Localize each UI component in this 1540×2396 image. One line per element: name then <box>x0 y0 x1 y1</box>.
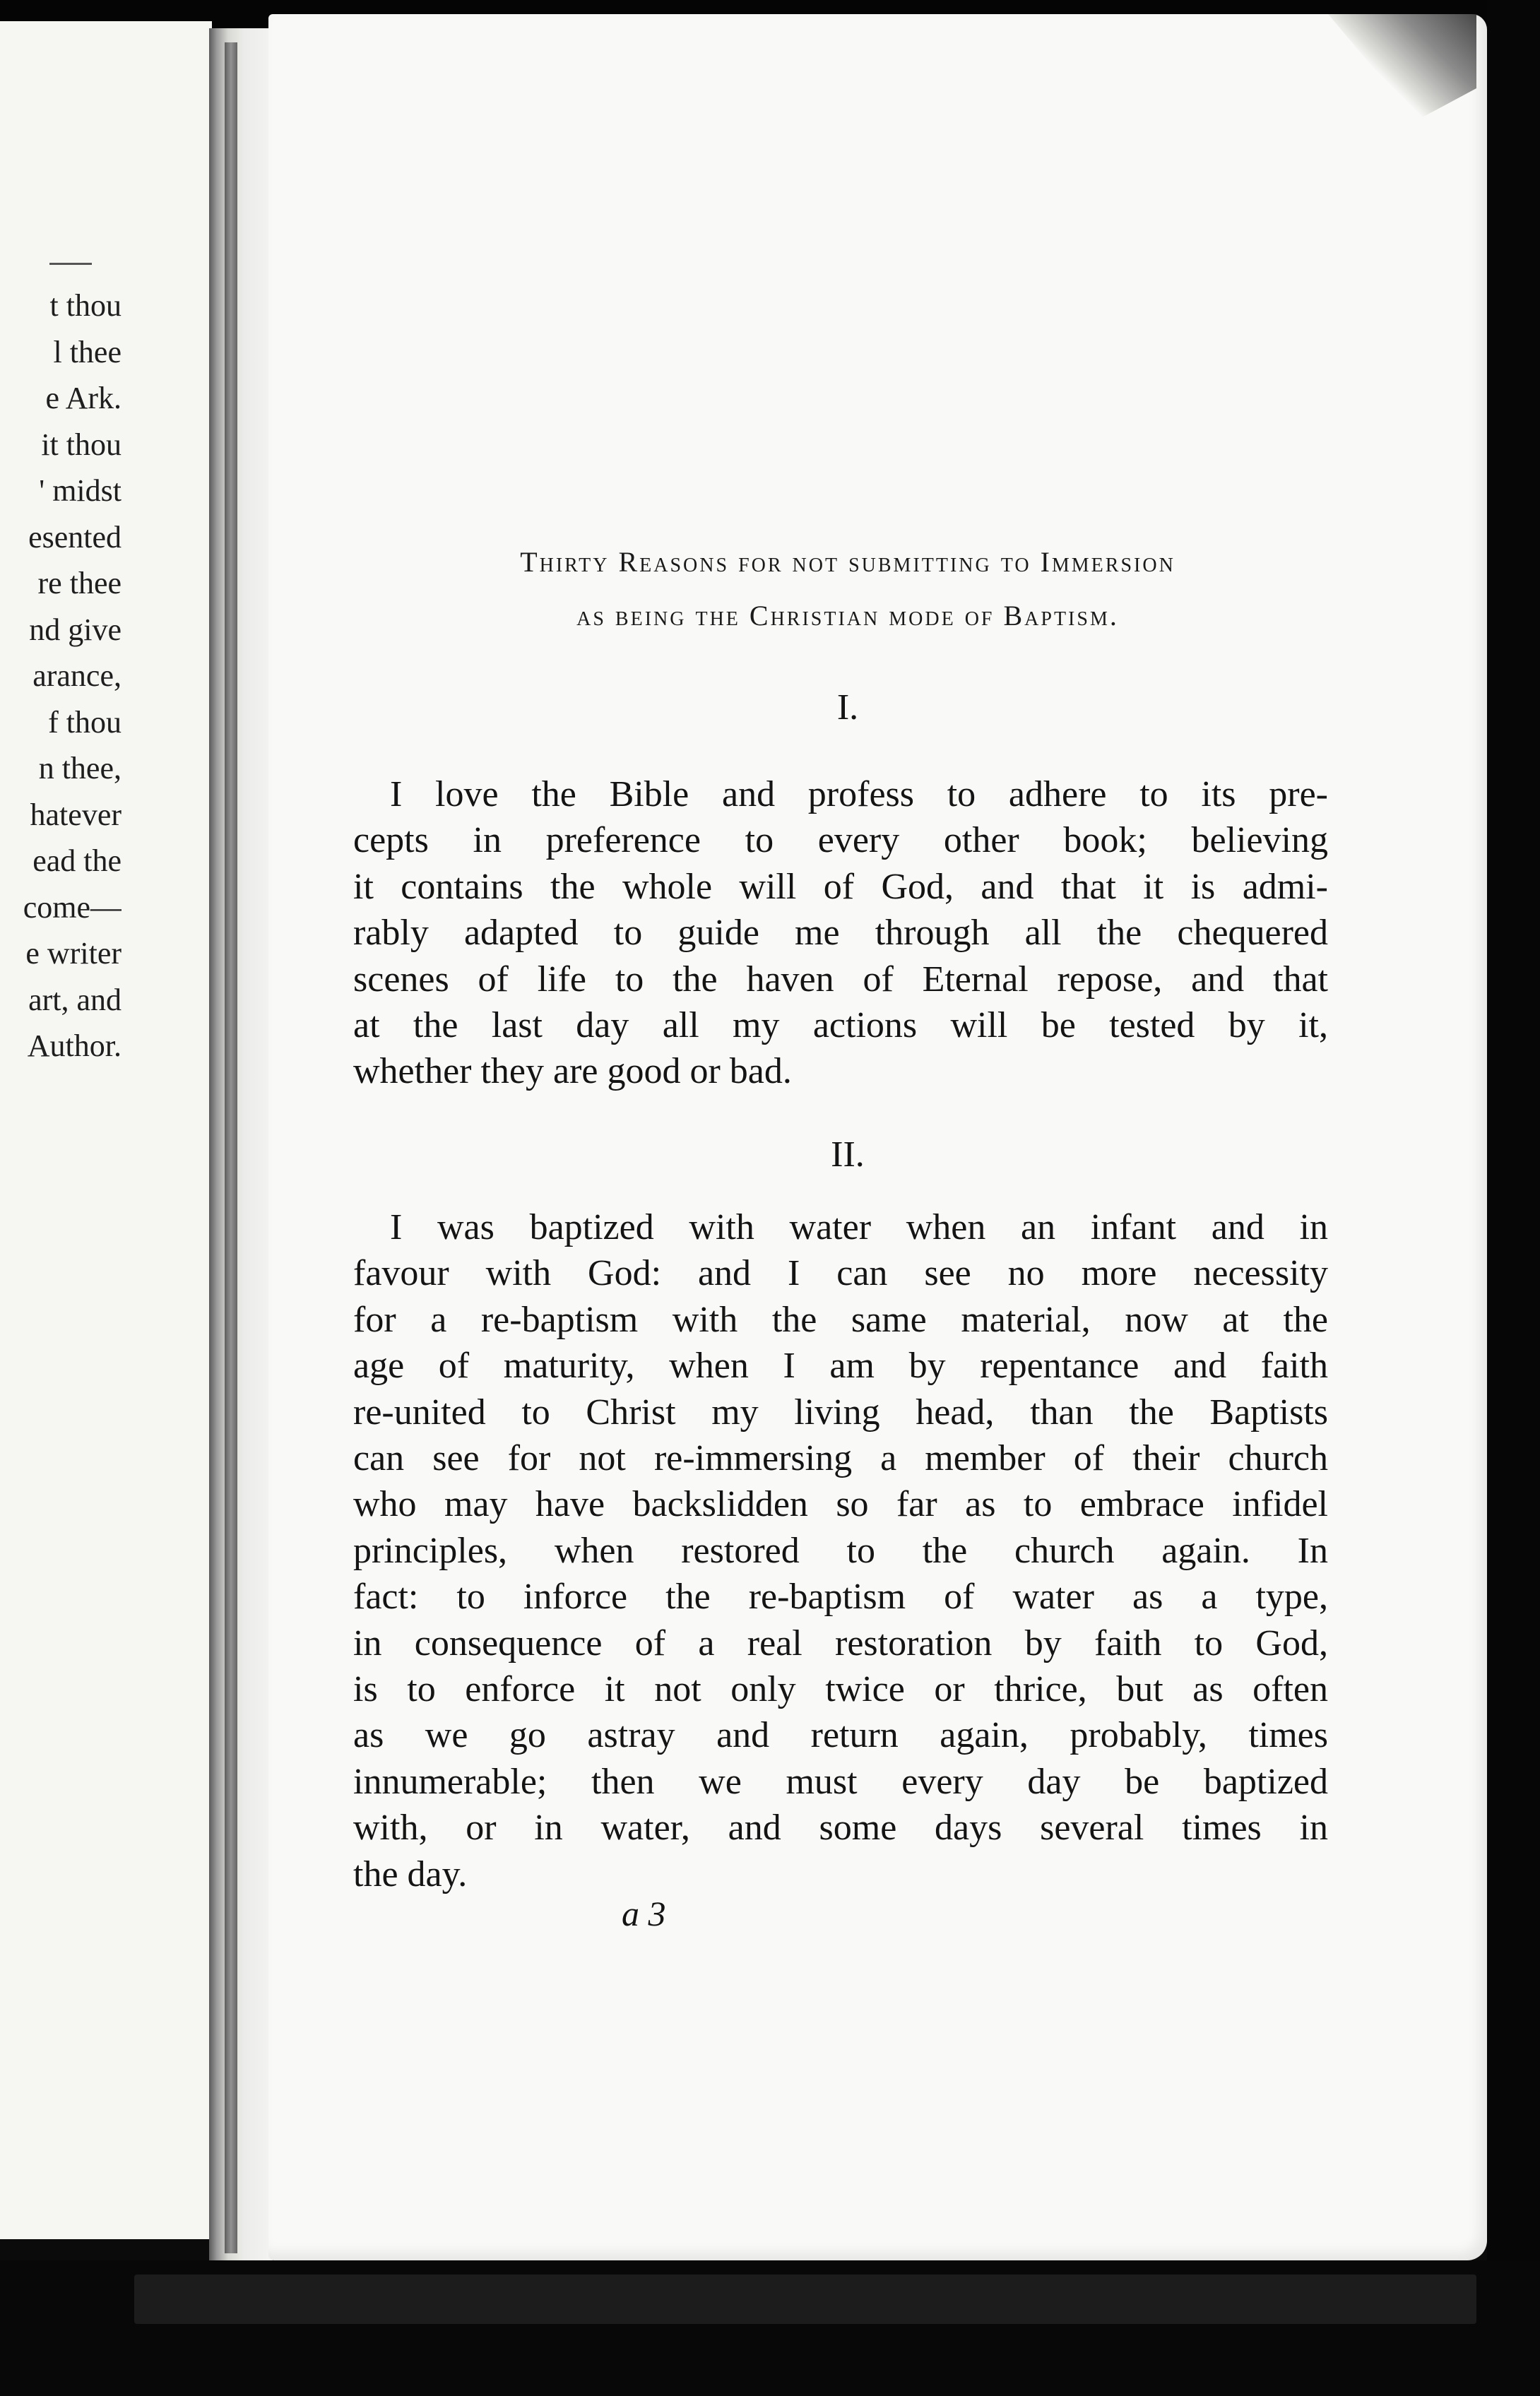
text-line: innumerable; then we must every day be baptized <box>353 1761 1328 1802</box>
section-numeral-1: I. <box>836 687 859 728</box>
facing-line: ' midst <box>39 473 122 508</box>
section-1-paragraph <box>353 771 1328 1095</box>
facing-line: hatever <box>30 797 122 832</box>
facing-line: arance, <box>32 658 122 693</box>
facing-line: art, and <box>28 982 122 1017</box>
facing-line: it thou <box>41 427 122 462</box>
text-line: as we go astray and return again, probably, times <box>353 1715 1328 1756</box>
facing-line: nd give <box>29 612 122 647</box>
facing-line: l thee <box>53 334 122 369</box>
section-2-paragraph <box>353 1204 1328 1897</box>
text-line: scenes of life to the haven of Eternal repose, and that <box>353 959 1328 1000</box>
text-line: can see for not re-immersing a member of their church <box>353 1438 1328 1479</box>
text-line: in consequence of a real restoration by faith to God, <box>353 1623 1328 1663</box>
text-line: I love the Bible and profess to adhere to its pre- <box>390 774 1328 814</box>
facing-line: e writer <box>25 936 122 971</box>
scan-border-right <box>1487 0 1540 2396</box>
text-line: re-united to Christ my living head, than the Baptists <box>353 1392 1328 1433</box>
facing-line: re thee <box>37 566 122 600</box>
facing-line: Author. <box>27 1028 122 1063</box>
text-line: for a re-baptism with the same material, now at the <box>353 1299 1328 1340</box>
text-line: fact: to inforce the re-baptism of water as a type, <box>353 1577 1328 1618</box>
text-line: is to enforce it not only twice or thrice, but as often <box>353 1669 1328 1710</box>
section-numeral-2: II. <box>831 1134 865 1175</box>
text-line: at the last day all my actions will be tested by it, <box>353 1005 1328 1046</box>
text-line: rably adapted to guide me through all the chequered <box>353 913 1328 954</box>
facing-line: t thou <box>49 288 122 323</box>
facing-line: e Ark. <box>45 381 122 415</box>
signature-mark: a 3 <box>622 1894 666 1933</box>
page-title-line-1: Thirty Reasons for not submitting to Immersion <box>520 546 1175 578</box>
facing-line: come— <box>23 889 122 925</box>
text-line: favour with God: and I can see no more necessity <box>353 1253 1328 1294</box>
text-line: who may have backslidden so far as to embrace infidel <box>353 1484 1328 1525</box>
text-line: I was baptized with water when an infant and in <box>390 1207 1328 1247</box>
text-line: it contains the whole will of God, and that it is admi- <box>353 866 1328 907</box>
text-line: the day. <box>353 1854 468 1894</box>
text-line: whether they are good or bad. <box>353 1051 792 1092</box>
scan-border-bottom <box>0 2260 1540 2396</box>
text-line: age of maturity, when I am by repentance and faith <box>353 1346 1328 1387</box>
page-title-line-2: as being the Christian mode of Baptism. <box>576 600 1119 631</box>
gutter-binding-line <box>225 42 237 2253</box>
facing-page-rule <box>49 263 92 265</box>
facing-line: ead the <box>32 843 122 878</box>
text-line: cepts in preference to every other book; believing <box>353 820 1328 861</box>
facing-line: f thou <box>48 704 122 740</box>
facing-page-text <box>0 283 122 1069</box>
facing-line: n thee, <box>38 751 122 785</box>
facing-line: esented <box>28 519 122 554</box>
book-gutter <box>209 28 273 2260</box>
text-line: with, or in water, and some days several times in <box>353 1808 1328 1849</box>
text-line: principles, when restored to the church again. In <box>353 1530 1328 1571</box>
